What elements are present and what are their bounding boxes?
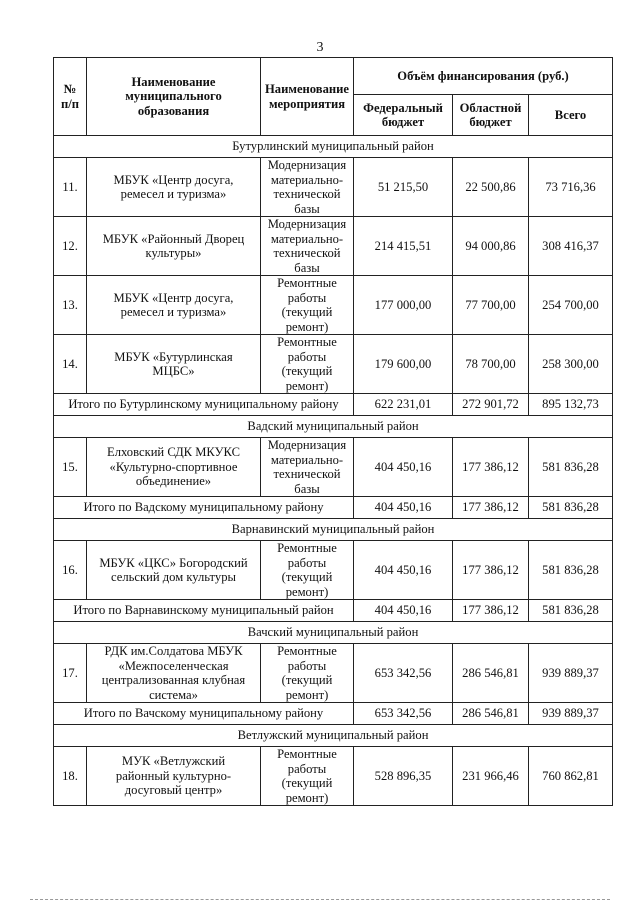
federal-budget: 51 215,50: [354, 158, 453, 217]
subtotal-regional: 177 386,12: [453, 600, 529, 622]
header-federal: Федеральный бюджет: [354, 95, 453, 136]
regional-budget: 286 546,81: [453, 644, 529, 703]
header-municipality: Наименование муниципального образования: [87, 58, 261, 136]
district-name: Ветлужский муниципальный район: [54, 725, 613, 747]
subtotal-label: Итого по Варнавинскому муниципальный район: [54, 600, 354, 622]
event-name: Ремонтные работы (текущий ремонт): [261, 644, 354, 703]
total-budget: 258 300,00: [529, 335, 613, 394]
district-name: Варнавинский муниципальный район: [54, 519, 613, 541]
regional-budget: 231 966,46: [453, 747, 529, 806]
event-name: Ремонтные работы (текущий ремонт): [261, 335, 354, 394]
district-name: Бутурлинский муниципальный район: [54, 136, 613, 158]
district-row: [54, 725, 613, 747]
federal-budget: 404 450,16: [354, 438, 453, 497]
subtotal-regional: 177 386,12: [453, 497, 529, 519]
table-body: [54, 136, 613, 806]
page-edge-line: [30, 899, 610, 900]
table-row: [54, 747, 613, 806]
total-budget: 939 889,37: [529, 644, 613, 703]
organization-name: МБУК «Районный Дворец культуры»: [87, 217, 261, 276]
organization-name: МБУК «Бутурлинская МЦБС»: [87, 335, 261, 394]
total-budget: 581 836,28: [529, 541, 613, 600]
subtotal-federal: 622 231,01: [354, 394, 453, 416]
organization-name: МБУК «Центр досуга, ремесел и туризма»: [87, 276, 261, 335]
regional-budget: 177 386,12: [453, 438, 529, 497]
event-name: Ремонтные работы (текущий ремонт): [261, 747, 354, 806]
event-name: Ремонтные работы (текущий ремонт): [261, 276, 354, 335]
header-total: Всего: [529, 95, 613, 136]
subtotal-total: 939 889,37: [529, 703, 613, 725]
organization-name: МБУК «ЦКС» Богородский сельский дом культуры: [87, 541, 261, 600]
row-number: 12.: [54, 217, 87, 276]
header-regional: Областной бюджет: [453, 95, 529, 136]
district-name: Вачский муниципальный район: [54, 622, 613, 644]
event-name: Модернизация материально- технической базы: [261, 438, 354, 497]
district-row: [54, 622, 613, 644]
district-row: [54, 519, 613, 541]
subtotal-row: [54, 394, 613, 416]
organization-name: МУК «Ветлужский районный культурно- досуговый центр»: [87, 747, 261, 806]
organization-name: РДК им.Солдатова МБУК «Межпоселенческая централизованная клубная система»: [87, 644, 261, 703]
federal-budget: 528 896,35: [354, 747, 453, 806]
row-number: 13.: [54, 276, 87, 335]
regional-budget: 77 700,00: [453, 276, 529, 335]
district-row: [54, 416, 613, 438]
district-name: Вадский муниципальный район: [54, 416, 613, 438]
table-row: [54, 438, 613, 497]
regional-budget: 94 000,86: [453, 217, 529, 276]
subtotal-label: Итого по Бутурлинскому муниципальному району: [54, 394, 354, 416]
subtotal-row: [54, 600, 613, 622]
financing-table: [53, 57, 613, 806]
table-row: [54, 158, 613, 217]
row-number: 16.: [54, 541, 87, 600]
row-number: 18.: [54, 747, 87, 806]
subtotal-regional: 286 546,81: [453, 703, 529, 725]
organization-name: Елховский СДК МКУКС «Культурно-спортивное объединение»: [87, 438, 261, 497]
header-event: Наименование мероприятия: [261, 58, 354, 136]
regional-budget: 22 500,86: [453, 158, 529, 217]
event-name: Модернизация материально- технической базы: [261, 217, 354, 276]
row-number: 14.: [54, 335, 87, 394]
row-number: 15.: [54, 438, 87, 497]
total-budget: 73 716,36: [529, 158, 613, 217]
federal-budget: 179 600,00: [354, 335, 453, 394]
subtotal-label: Итого по Вачскому муниципальному району: [54, 703, 354, 725]
subtotal-regional: 272 901,72: [453, 394, 529, 416]
regional-budget: 78 700,00: [453, 335, 529, 394]
federal-budget: 653 342,56: [354, 644, 453, 703]
subtotal-row: [54, 497, 613, 519]
event-name: Модернизация материально- технической базы: [261, 158, 354, 217]
regional-budget: 177 386,12: [453, 541, 529, 600]
subtotal-total: 581 836,28: [529, 497, 613, 519]
table-row: [54, 644, 613, 703]
subtotal-row: [54, 703, 613, 725]
table-row: [54, 335, 613, 394]
subtotal-total: 895 132,73: [529, 394, 613, 416]
district-row: [54, 136, 613, 158]
organization-name: МБУК «Центр досуга, ремесел и туризма»: [87, 158, 261, 217]
table-row: [54, 276, 613, 335]
row-number: 11.: [54, 158, 87, 217]
total-budget: 254 700,00: [529, 276, 613, 335]
header-financing: Объём финансирования (руб.): [354, 58, 613, 95]
total-budget: 760 862,81: [529, 747, 613, 806]
federal-budget: 404 450,16: [354, 541, 453, 600]
subtotal-federal: 404 450,16: [354, 497, 453, 519]
header-num: № п/п: [54, 58, 87, 136]
table-row: [54, 541, 613, 600]
event-name: Ремонтные работы (текущий ремонт): [261, 541, 354, 600]
subtotal-label: Итого по Вадскому муниципальному району: [54, 497, 354, 519]
federal-budget: 214 415,51: [354, 217, 453, 276]
total-budget: 308 416,37: [529, 217, 613, 276]
subtotal-federal: 404 450,16: [354, 600, 453, 622]
row-number: 17.: [54, 644, 87, 703]
page-number: 3: [316, 40, 324, 55]
total-budget: 581 836,28: [529, 438, 613, 497]
federal-budget: 177 000,00: [354, 276, 453, 335]
subtotal-federal: 653 342,56: [354, 703, 453, 725]
table-row: [54, 217, 613, 276]
subtotal-total: 581 836,28: [529, 600, 613, 622]
